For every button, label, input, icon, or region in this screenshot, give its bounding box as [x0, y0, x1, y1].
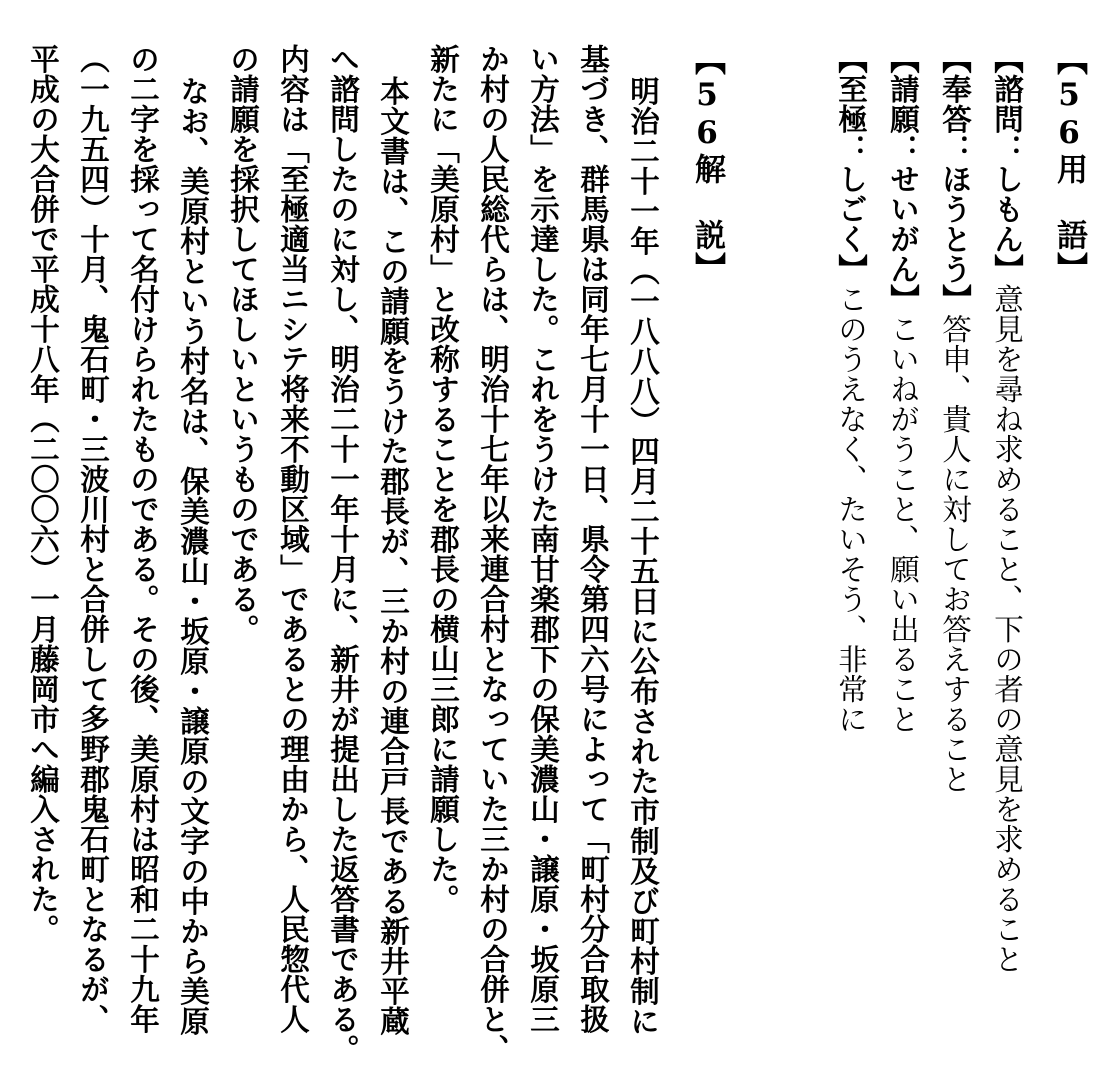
glossary-term: 【奉答：ほうとう】: [938, 44, 972, 314]
commentary-line: 新たに「美原村」と改称することを郡長の横山三郎に請願した。: [426, 44, 460, 914]
commentary-line: 内容は「至極適当ニシテ将来不動区域」であるとの理由から、人民惣代人: [276, 44, 310, 1034]
commentary-line: 本文書は、この請願をうけた郡長が、三か村の連合戸長である新井平蔵: [376, 76, 410, 1036]
commentary-line: なお、美原村という村名は、保美濃山・坂原・譲原の文字の中から美原: [176, 76, 210, 1036]
glossary-entry: [886, 44, 920, 734]
glossary-heading: 【56用 語】: [1051, 44, 1087, 285]
glossary-entry: [834, 44, 868, 734]
commentary-line: 平成の大合併で平成十八年（二〇〇六）一月藤岡市へ編入された。: [26, 44, 60, 944]
commentary-line: 基づき、群馬県は同年七月十一日、県令第四六号によって「町村分合取扱: [576, 44, 610, 1034]
glossary-term: 【至極：しごく】: [834, 44, 868, 284]
glossary-definition: 答申、貴人に対してお答えすること: [938, 314, 972, 794]
commentary-line: か村の人民総代らは、明治十七年以来連合村となっていた三か村の合併と、: [476, 44, 510, 1064]
commentary-line: の二字を採って名付けられたものである。その後、美原村は昭和二十九年: [126, 44, 160, 1034]
commentary-line: へ諮問したのに対し、明治二十一年十月に、新井が提出した返答書である。: [326, 44, 360, 1064]
glossary-definition: このうえなく、たいそう、非常に: [834, 284, 868, 734]
commentary-heading: 【56解 説】: [689, 44, 725, 285]
glossary-entry: [990, 44, 1024, 974]
commentary-line: （一九五四）十月、鬼石町・三波川村と合併して多野郡鬼石町となるが、: [76, 44, 110, 1034]
commentary-line: 明治二十一年（一八八八）四月二十五日に公布された市制及び町村制に: [626, 76, 660, 1036]
glossary-term: 【請願：せいがん】: [886, 44, 920, 314]
glossary-term: 【諮問：しもん】: [990, 44, 1024, 284]
glossary-entry: [938, 44, 972, 794]
commentary-line: の請願を採択してほしいというものである。: [226, 44, 260, 644]
glossary-definition: 意見を尋ね求めること、下の者の意見を求めること: [990, 284, 1024, 974]
commentary-line: い方法」を示達した。これをうけた南甘楽郡下の保美濃山・譲原・坂原三: [526, 44, 560, 1034]
glossary-definition: こいねがうこと、願い出ること: [886, 314, 920, 734]
